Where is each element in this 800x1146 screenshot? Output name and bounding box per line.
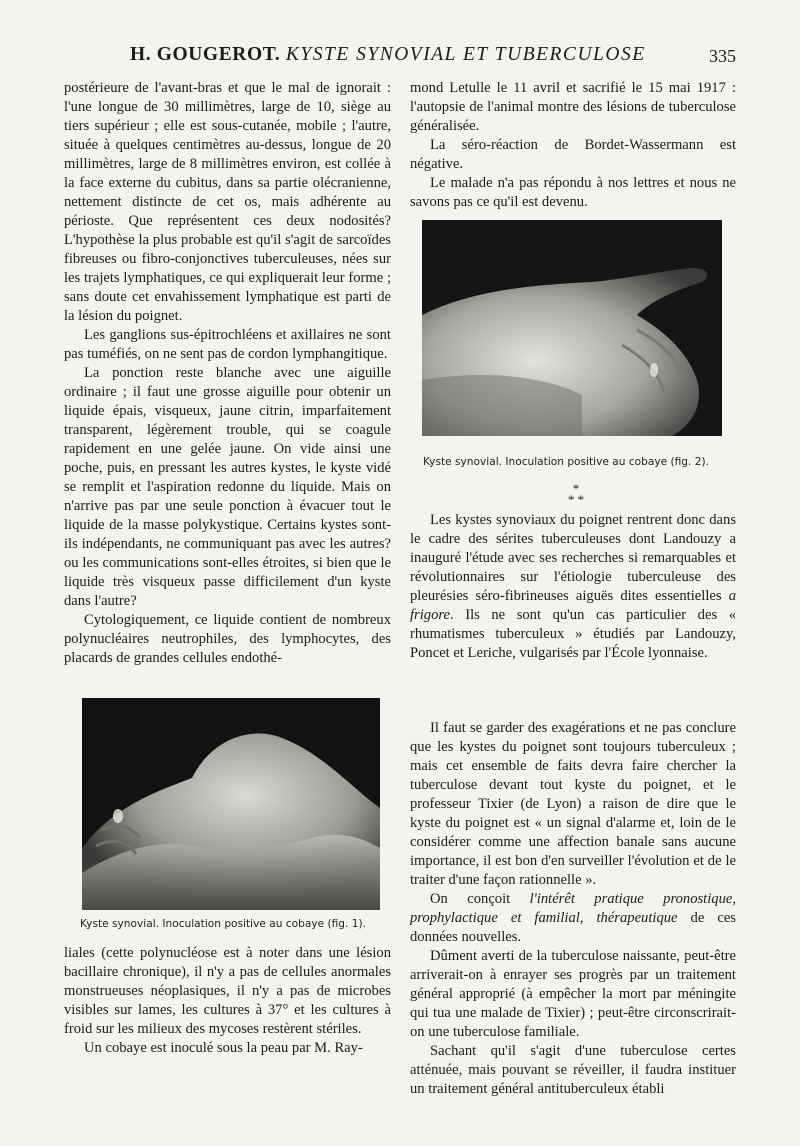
paragraph: liales (cette polynucléose est à noter dans une lésion bacillaire chronique), il n'y a pas de cellules anormales monstrueuses néoplasiques, il n'y a pas de microbes visibles sur lames, les cultures à 37° et les cultures à froid sur les milieux des mycoses restèrent stériles. <box>64 945 391 1037</box>
paragraph: Cytologiquement, ce liquide contient de nombreux polynucléaires neutrophiles, des lymphocytes, des placards de grandes cellules endothé- <box>64 612 391 666</box>
left-column-bottom <box>64 944 391 1058</box>
header-title: KYSTE SYNOVIAL ET TUBERCULOSE <box>285 44 646 65</box>
paragraph: postérieure de l'avant-bras et que le mal de ignorait : l'une longue de 30 millimètres, large de 10, siège au tiers supérieur ; elle est sous-cutanée, mobile ; l'autre, située à quelques centimètres au-dessus, longue de 20 millimètres, large de 8 millimètres environ, est collée à la face externe du cubitus, dans sa partie olécranienne, nettement distincte de cet os, mais adhérente au périoste. Que représentent ces deux nodosités? L'hypothèse la plus probable est qu'il s'agit de sarcoïdes fibreuses ou fibro-conjonctives tuberculeuses, nées sur les trajets lymphatiques, ce qui expliquerait leur forme ; sans doute cet envahissement lymphatique est parti de la lésion du poignet. <box>64 80 391 324</box>
running-title <box>130 44 646 66</box>
figure-2-caption: Kyste synovial. Inoculation positive au cobaye (fig. 2). <box>423 456 709 468</box>
figure-2-photo <box>422 220 722 436</box>
figure-1-photo <box>82 698 380 910</box>
hand-photo-2 <box>422 220 722 436</box>
paragraph: Un cobaye est inoculé sous la peau par M. Ray- <box>84 1040 363 1056</box>
asterism-star: * <box>567 492 575 507</box>
italic-text-run: l'intérêt pratique pronostique, prophylactique et familial, thérapeutique <box>410 891 737 926</box>
left-column-top <box>64 79 391 668</box>
paragraph: Il faut se garder des exagérations et ne pas conclure que les kystes du poignet sont toujours tuberculeux ; mais cet ensemble de faits devra faire chercher la tuberculose devant tout kyste du poignet, et le professeur Tixier (de Lyon) a raison de dire que le kyste du poignet est « un signal d'alarme et, loin de le considérer comme une affection banale sans aucune importance, il est bon d'en surveiller l'évolution et de le traiter d'une façon rationnelle ». <box>410 720 736 888</box>
right-column-middle <box>410 511 736 663</box>
running-header <box>60 44 740 74</box>
paragraph: Le malade n'a pas répondu à nos lettres et nous ne savons pas ce qu'il est devenu. <box>410 175 736 210</box>
paragraph: Sachant qu'il s'agit d'une tuberculose certes atténuée, mais pouvant se réveiller, il faudra instituer un traitement général antituberculeux établi <box>410 1043 736 1097</box>
section-break-asterism <box>556 483 596 509</box>
right-column-bottom <box>410 719 736 1099</box>
page-number: 335 <box>709 46 736 66</box>
paragraph: La séro-réaction de Bordet-Wassermann est négative. <box>410 137 736 172</box>
hand-photo-1 <box>82 698 380 910</box>
asterism-star: * <box>577 492 585 507</box>
text-run: On conçoit <box>430 891 530 907</box>
right-column-top <box>410 79 736 212</box>
asterism-star: * <box>572 481 580 496</box>
paragraph: mond Letulle le 11 avril et sacrifié le 15 mai 1917 : l'autopsie de l'animal montre des lésions de tuberculose généralisée. <box>410 80 736 134</box>
header-author: H. GOUGEROT. <box>130 44 281 65</box>
text-run: Les kystes synoviaux du poignet rentrent donc dans le cadre des sérites tuberculeuses dont Landouzy a inauguré l'étude avec ses recherches si remarquables et révolutionnaires sur l'étiologie tuberculeuse des pleurésies séro-fibrineuses aiguës dites essentielles <box>410 512 736 604</box>
text-run: . Ils ne sont qu'un cas particulier des « rhumatismes tuberculeux » étudiés par Landouzy, Poncet et Leriche, vulgarisés par l'École lyonnaise. <box>410 607 736 661</box>
italic-text-run: a frigore <box>410 588 736 623</box>
paragraph: Les ganglions sus-épitrochléens et axillaires ne sont pas tuméfiés, on ne sent pas de cordon lymphangitique. <box>64 327 391 362</box>
text-run: de ces données nouvelles. <box>410 910 736 945</box>
paragraph: La ponction reste blanche avec une aiguille ordinaire ; il faut une grosse aiguille pour obtenir un liquide épais, visqueux, jaune citrin, imparfaitement transparent, légèrement trouble, qui se coagule rapidement en une gelée jaune. On vide ainsi une poche, puis, en pressant les autres kystes, le kyste vidé se remplit et l'aspiration redonne du liquide. Mais on n'arrive pas par une seule ponction à évacuer tout le liquide de la masse polykystique. Certains kystes sont-ils indépendants, ne communiquant pas avec les autres? ou les communications sont-elles étroites, si bien que le liquide très visqueux passe difficilement d'un kyste dans l'autre? <box>64 365 391 609</box>
figure-1-caption: Kyste synovial. Inoculation positive au cobaye (fig. 1). <box>80 918 366 930</box>
paragraph <box>410 890 736 947</box>
paragraph: Dûment averti de la tuberculose naissante, peut-être arriverait-on à enrayer ses progrès par un traitement général approprié (à empêcher la mort par méningite qui tua une malade de Tixier) ; peut-être circonscrirait-on une tuberculose familiale. <box>410 948 736 1040</box>
paragraph <box>410 511 736 663</box>
